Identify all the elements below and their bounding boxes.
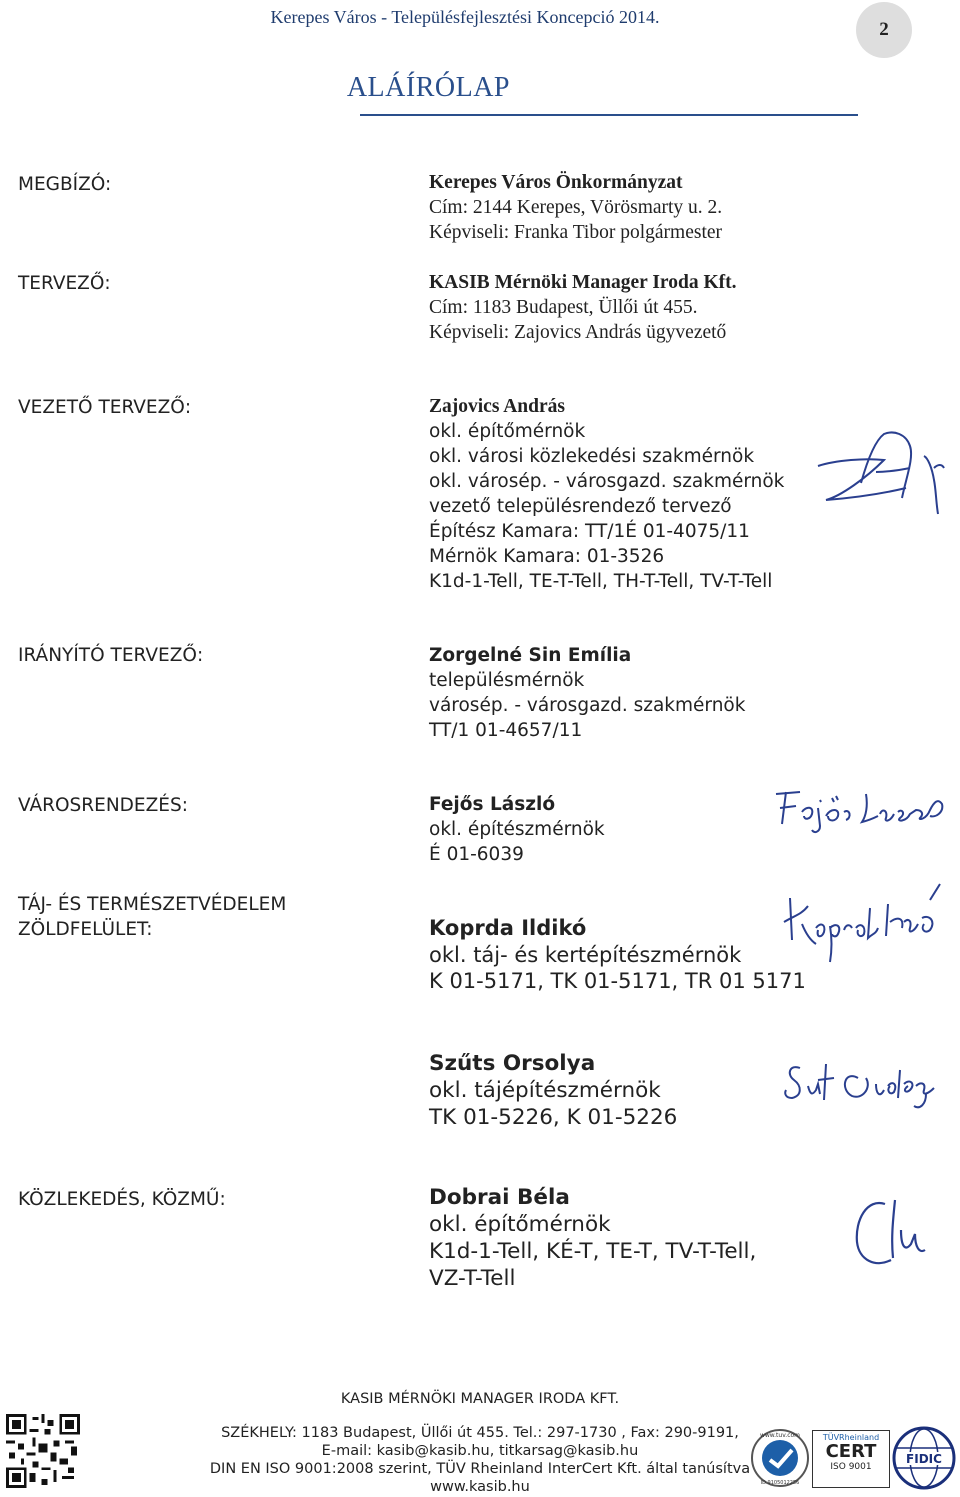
dobrai-name: Dobrai Béla <box>429 1185 570 1210</box>
fejos-line: É 01-6039 <box>429 844 524 865</box>
iranyito-block <box>429 643 745 743</box>
dobrai-signature <box>845 1190 945 1280</box>
tuv-cert-logo <box>812 1430 890 1488</box>
page-title: ALÁÍRÓLAP <box>346 72 510 103</box>
vezeto-tervezo-block <box>429 394 565 419</box>
tuv-id: ID 9105012256 <box>760 1480 800 1486</box>
kozlekedes-label: KÖZLEKEDÉS, KÖZMŰ: <box>18 1189 226 1210</box>
iranyito-line: településmérnök <box>429 670 585 691</box>
iranyito-tervezo-label: IRÁNYÍTÓ TERVEZŐ: <box>18 645 204 666</box>
footer-email: E-mail: kasib@kasib.hu, titkarsag@kasib.hu <box>321 1443 639 1459</box>
vezeto-tervezo-label: VEZETŐ TERVEZŐ: <box>18 397 192 418</box>
page-number-badge: 2 <box>856 2 912 58</box>
szuts-line: TK 01-5226, K 01-5226 <box>429 1105 678 1130</box>
tuv-brand: TÜVRheinland <box>822 1433 880 1442</box>
vezeto-name: Zajovics András <box>429 396 565 417</box>
szuts-signature <box>780 1050 950 1120</box>
vezeto-line: K1d-1-Tell, TE-T-Tell, TH-T-Tell, TV-T-Tell <box>429 571 773 592</box>
megbizo-representative: Képviseli: Franka Tibor polgármester <box>429 222 723 243</box>
fejos-line: okl. építészmérnök <box>429 819 605 840</box>
megbizo-label: MEGBÍZÓ: <box>18 174 112 195</box>
vezeto-line: Mérnök Kamara: 01-3526 <box>429 546 665 567</box>
tuv-certification-seal-icon <box>750 1428 810 1493</box>
taj-label-line1: TÁJ- ÉS TERMÉSZETVÉDELEM <box>18 894 287 915</box>
vezeto-details <box>429 419 784 594</box>
vezeto-line: Építész Kamara: TT/1É 01-4075/11 <box>429 521 750 542</box>
iranyito-line: TT/1 01-4657/11 <box>429 720 583 741</box>
megbizo-block <box>429 170 722 245</box>
footer-web: www.kasib.hu <box>430 1479 530 1495</box>
tervezo-label: TERVEZŐ: <box>18 273 111 294</box>
fejos-name: Fejős László <box>429 794 556 815</box>
koprda-signature <box>780 878 950 968</box>
title-underline <box>360 114 858 116</box>
footer-iso: DIN EN ISO 9001:2008 szerint, TÜV Rheinland InterCert Kft. által tanúsítva <box>209 1461 751 1477</box>
fidic-text: FIDIC <box>906 1452 942 1466</box>
szuts-name: Szűts Orsolya <box>429 1051 596 1076</box>
szuts-line: okl. tájépítészmérnök <box>429 1078 661 1103</box>
dobrai-line: VZ-T-Tell <box>429 1266 516 1291</box>
varosrendezes-block <box>429 792 605 867</box>
footer-address: SZÉKHELY: 1183 Budapest, Üllői út 455. Tel.: 297-1730 , Fax: 290-9191, <box>221 1425 739 1441</box>
footer-company: KASIB MÉRNÖKI MANAGER IRODA KFT. <box>340 1391 620 1407</box>
koprda-line: K 01-5171, TK 01-5171, TR 01 5171 <box>429 969 806 993</box>
tervezo-address: Cím: 1183 Budapest, Üllői út 455. <box>429 297 698 318</box>
vezeto-line: okl. városi közlekedési szakmérnök <box>429 446 755 467</box>
koprda-name: Koprda Ildikó <box>429 916 587 940</box>
iranyito-line: városép. - városgazd. szakmérnök <box>429 695 746 716</box>
koprda-block <box>429 915 806 995</box>
taj-label <box>18 892 286 942</box>
zajovics-signature <box>806 428 956 528</box>
dobrai-line: K1d-1-Tell, KÉ-T, TE-T, TV-T-Tell, <box>429 1239 757 1264</box>
qr-code-icon <box>6 1414 80 1488</box>
dobrai-block <box>429 1184 756 1292</box>
fejos-signature <box>770 780 950 840</box>
koprda-line: okl. táj- és kertépítészmérnök <box>429 942 742 967</box>
tervezo-representative: Képviseli: Zajovics András ügyvezető <box>429 322 727 343</box>
document-header-title: Kerepes Város - Településfejlesztési Koncepció 2014. <box>270 7 660 27</box>
dobrai-line: okl. építőmérnök <box>429 1212 611 1237</box>
vezeto-line: vezető településrendező tervező <box>429 496 732 517</box>
tervezo-name: KASIB Mérnöki Manager Iroda Kft. <box>429 272 737 293</box>
tuv-cert-text: CERT <box>825 1441 877 1462</box>
iranyito-name: Zorgelné Sin Emília <box>429 645 632 666</box>
vezeto-line: okl. építőmérnök <box>429 421 586 442</box>
varosrendezes-label: VÁROSRENDEZÉS: <box>18 795 188 816</box>
tervezo-block <box>429 270 737 345</box>
megbizo-address: Cím: 2144 Kerepes, Vörösmarty u. 2. <box>429 197 723 218</box>
taj-label-line2: ZÖLDFELÜLET: <box>18 919 153 940</box>
tuv-iso: ISO 9001 <box>830 1462 872 1472</box>
vezeto-line: okl. városép. - városgazd. szakmérnök <box>429 471 785 492</box>
megbizo-name: Kerepes Város Önkormányzat <box>429 172 683 193</box>
szuts-block <box>429 1050 677 1131</box>
tuv-site: www.tuv.com <box>759 1432 801 1439</box>
fidic-logo-icon <box>892 1426 956 1495</box>
